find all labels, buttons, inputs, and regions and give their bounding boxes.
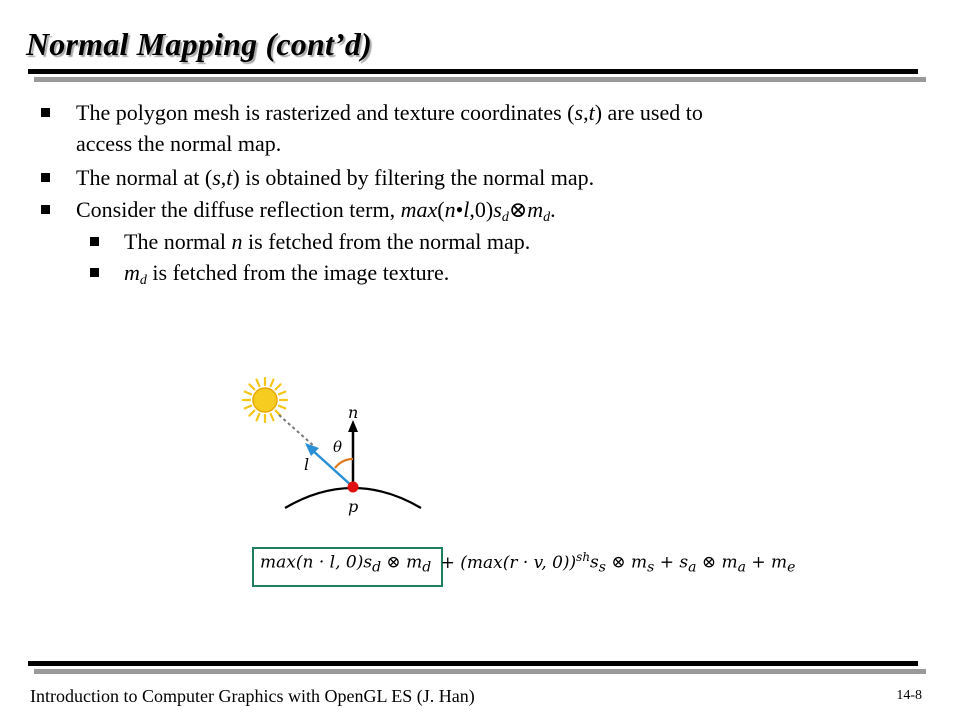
subscript-d: d	[501, 210, 509, 225]
label-n: n	[348, 403, 359, 422]
period: .	[550, 197, 556, 222]
eq-part: + (max(r · v, 0))	[440, 552, 577, 573]
var-n: n	[231, 229, 243, 254]
comma: ,	[220, 165, 227, 190]
point-p	[348, 482, 359, 493]
eq-part: s	[590, 552, 599, 573]
light-dashed-line	[279, 415, 315, 447]
slide-title: Normal Mapping (cont’d)	[26, 26, 372, 62]
subscript-d: d	[543, 210, 551, 225]
lighting-equation	[260, 550, 796, 576]
subscript-d: d	[139, 273, 147, 288]
eq-part: ⊗ m	[696, 552, 738, 573]
eq-part: max(n · l, 0)s	[260, 552, 373, 573]
bullet-text: The normal	[124, 229, 232, 254]
label-theta: θ	[333, 438, 343, 456]
eq-sub: d	[422, 559, 432, 576]
var-m: m	[527, 197, 544, 222]
footer-rule-shadow	[34, 669, 926, 674]
bullet-text: ) is obtained by filtering the normal map.	[232, 165, 595, 190]
label-l: l	[304, 455, 310, 474]
var-s: s	[574, 100, 584, 125]
label-p: p	[348, 497, 359, 516]
bullet-text: The normal at (	[76, 165, 213, 190]
var-s: s	[212, 165, 221, 190]
footer-text: Introduction to Computer Graphics with OpenGL ES (J. Han)	[30, 686, 475, 706]
eq-part: ⊗ m	[605, 552, 648, 573]
light-vector-arrow	[311, 449, 353, 487]
var-t: t	[588, 100, 595, 125]
eq-part: + s	[654, 552, 689, 573]
bullet-text-end: ) are used to	[594, 100, 703, 125]
footer-rule	[28, 661, 918, 666]
eq-sub: d	[372, 559, 382, 576]
var-n: n	[444, 197, 456, 222]
args: ,0)	[469, 197, 494, 222]
dot-op: •	[455, 197, 464, 222]
paren: (	[437, 197, 445, 222]
bullet-text: The polygon mesh is rasterized and texture coordinates (	[76, 100, 575, 125]
var-m: m	[124, 260, 140, 285]
var-s: s	[493, 197, 502, 222]
bullet-text: is fetched from the image texture.	[146, 260, 450, 285]
var-l: l	[463, 197, 470, 222]
eq-sub: s	[647, 559, 655, 576]
page-number: 14-8	[896, 688, 922, 703]
otimes-op: ⊗	[508, 197, 528, 222]
comma: ,	[583, 100, 589, 125]
eq-part: ⊗ m	[381, 552, 423, 573]
eq-sub: s	[598, 559, 606, 576]
angle-arc	[335, 459, 353, 468]
bullet-item-1-cont: access the normal map.	[76, 131, 282, 156]
eq-part: + m	[746, 552, 788, 573]
eq-sub: a	[737, 559, 746, 576]
bullet-text: is fetched from the normal map.	[242, 229, 531, 254]
fn-max: max	[400, 197, 438, 222]
eq-sub: a	[688, 559, 697, 576]
eq-sub: e	[787, 559, 796, 576]
bullet-text: Consider the diffuse reflection term,	[76, 197, 401, 222]
var-t: t	[226, 165, 233, 190]
eq-sup: sh	[576, 550, 591, 564]
